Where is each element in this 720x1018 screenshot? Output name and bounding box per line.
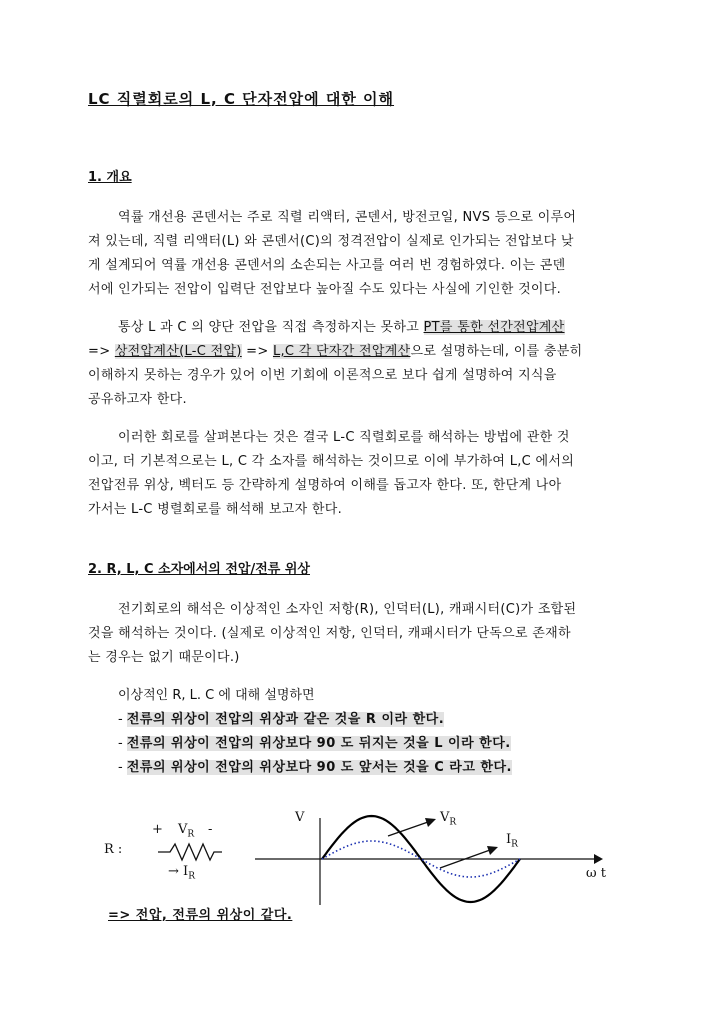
text-line: 가서는 L-C 병렬회로를 해석해 보고자 한다. [88,502,343,517]
x-axis-arrowhead [594,854,603,864]
current-direction [168,864,195,882]
minus-sign: - [208,822,213,837]
text-line: 이고, 더 기본적으로는 L, C 각 소자를 해석하는 것이므로 이에 부가하여 L,C 에서의 [88,454,575,469]
text-line: 이해하지 못하는 경우가 있어 이번 기회에 이론적으로 보다 쉽게 설명하여 지식을 [88,368,557,383]
list-intro: 이상적인 R, L. C 에 대해 설명하면 [118,688,315,703]
label-subscript: R [188,871,195,882]
text-line: 서에 인가되는 전압이 입력단 전압보다 높아질 수도 있다는 사실에 기인한 것이다. [88,282,562,297]
resistor-symbol [158,844,222,860]
text-line: 전압전류 위상, 벡터도 등 간략하게 설명하여 이해를 돕고자 한다. 또, 한단계 나아 [88,478,562,493]
section-1-heading: 1. 개요 [88,170,132,185]
resistor-voltage-label [178,822,194,840]
text-span: => [88,344,115,359]
text-line: 것을 해석하는 것이다. (실제로 이상적인 저항, 인덕터, 캐패시터가 단독으로 존재하 [88,626,571,641]
bullet-marker: - [118,760,127,775]
label-subscript: R [449,817,457,828]
resistor-label: R : [104,842,123,857]
vr-pointer-arrowhead [425,818,436,827]
label-subscript: R [511,839,518,850]
text-line: 게 설계되어 역률 개선용 콘덴서의 소손되는 사고를 여러 번 경험하였다. 이는 콘덴 [88,258,566,273]
list-item-text: 전류의 위상이 전압의 위상보다 90 도 뒤지는 것을 L 이라 한다. [126,736,511,751]
plus-sign: + [152,822,163,837]
conclusion-text: => 전압, 전류의 위상이 같다. [108,908,293,923]
text-line: 역률 개선용 콘덴서는 주로 직렬 리액터, 콘덴서, 방전코일, NVS 등으로 이루어 [118,210,577,225]
bullet-marker: - [118,712,127,727]
text-line: 공유하고자 한다. [88,392,187,407]
list-item-text: 전류의 위상이 전압의 위상보다 90 도 앞서는 것을 C 라고 한다. [126,760,512,775]
x-axis-label: ω t [586,866,606,881]
vr-pointer-arrow [388,822,428,836]
ir-pointer-arrowhead [487,846,498,855]
y-axis-label: V [295,810,305,825]
highlight-phase-voltage: 상전압계산(L-C 전압) [114,344,242,359]
text-span: => [241,344,273,359]
label-main: I [506,832,512,847]
text-line: 는 경우는 없기 때문이다.) [88,650,240,665]
text-line: 져 있는데, 직렬 리액터(L) 와 콘덴서(C)의 정격전압이 실제로 인가되는 전압보다 낮 [88,234,574,249]
highlight-pt-calc: PT를 통한 선간전압계산 [423,320,565,335]
section-2-heading: 2. R, L, C 소자에서의 전압/전류 위상 [88,562,310,577]
label-main: V [178,822,188,837]
vr-wave-label [440,810,456,828]
text-span: 으로 설명하는데, 이를 충분히 [410,344,583,359]
document-title: LC 직렬회로의 L, C 단자전압에 대한 이해 [88,90,395,108]
arrow-icon: → [168,864,179,879]
highlight-terminal-voltage: L,C 각 단자간 전압계산 [272,344,411,359]
bullet-marker: - [118,736,127,751]
label-subscript: R [187,829,195,840]
label-main: V [440,810,450,825]
ir-wave-label [506,832,518,850]
list-item-text: 전류의 위상이 전압의 위상과 같은 것을 R 이라 한다. [126,712,445,727]
text-line: 이러한 회로를 살펴본다는 것은 결국 L-C 직렬회로를 해석하는 방법에 관한 것 [118,430,570,445]
text-span: 통상 L 과 C 의 양단 전압을 직접 측정하지는 못하고 [118,320,424,335]
label-main: I [183,864,189,879]
text-line: 전기회로의 해석은 이상적인 소자인 저항(R), 인덕터(L), 캐패시터(C)가 조합된 [118,602,577,617]
